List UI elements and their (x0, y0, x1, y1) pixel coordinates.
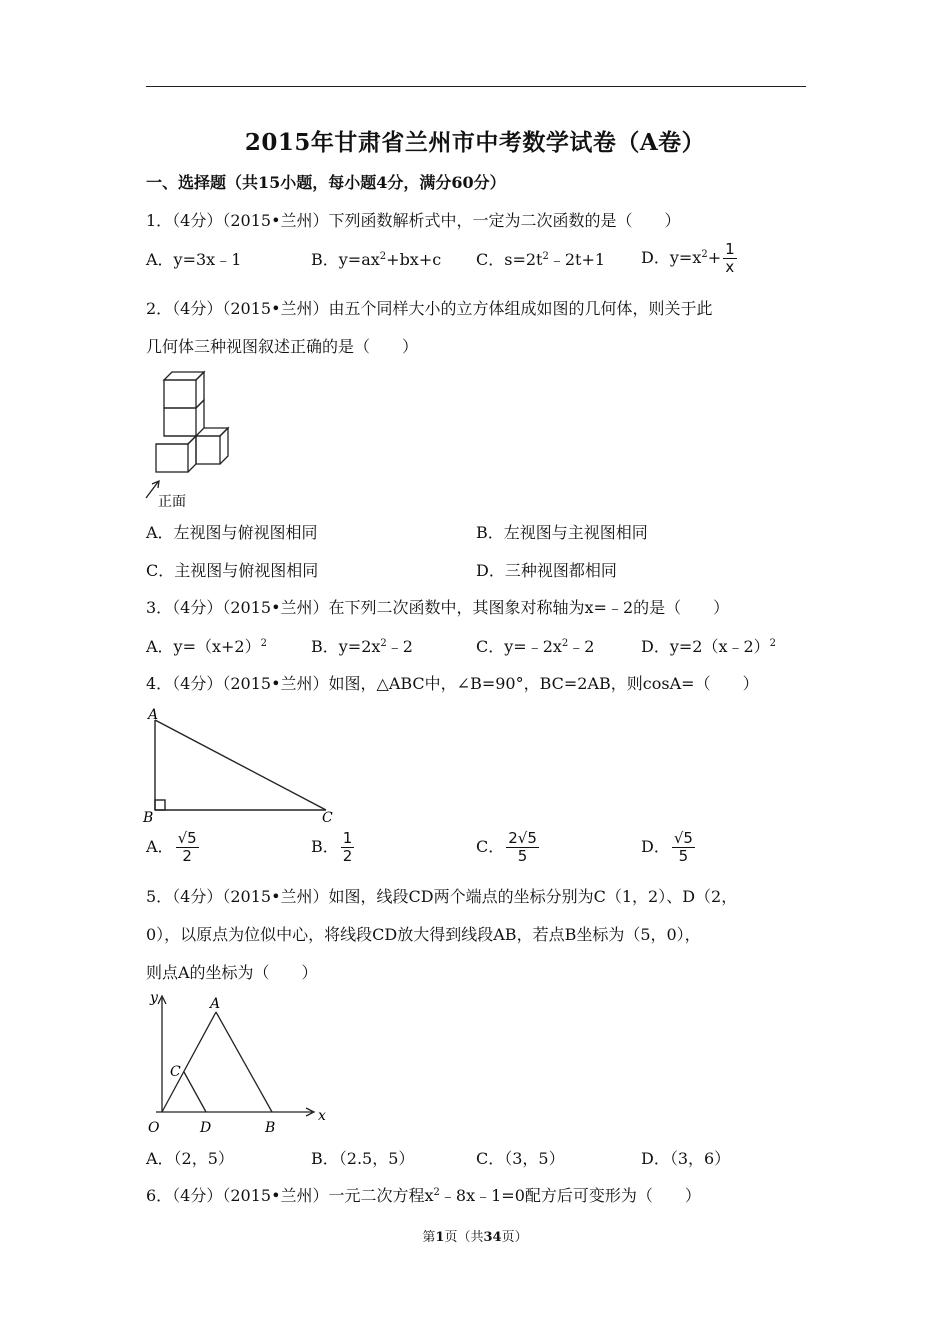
q2-option-a: A．左视图与俯视图相同 (146, 523, 318, 542)
q5-stem-line3: 则点A的坐标为（ ） (146, 963, 318, 982)
page-footer: 第1页（共34页） (422, 1230, 528, 1245)
q3-option-a: A．$y=(x+2)^2$ (146, 637, 267, 656)
q2-stem-line2: 几何体三种视图叙述正确的是（ ） (146, 337, 419, 356)
vertex-a-label: A (148, 707, 159, 723)
point-d-label: D (200, 1120, 212, 1136)
q5-option-d: D．（3，6） (641, 1149, 731, 1168)
q1-d-fraction: $\frac{1}{x}$ (725, 240, 735, 276)
point-c-label: C (170, 1064, 181, 1080)
q4-triangle-figure (140, 704, 350, 828)
q4-option-a: A． $\frac{√5}{2}$ (146, 829, 197, 865)
x-axis-label: x (318, 1108, 326, 1124)
q3-option-c: C．$y=﹣2x^2﹣2$ (476, 637, 595, 656)
point-b-label: B (265, 1120, 276, 1136)
q4-d-fraction: $\frac{√5}{5}$ (673, 829, 693, 865)
q4-option-d: D． $\frac{√5}{5}$ (641, 829, 693, 865)
q1-option-b: B．$y=ax^2+bx+c$ (311, 250, 442, 269)
cube-right-front (196, 436, 220, 464)
q2-option-d: D．三种视图都相同 (476, 561, 617, 580)
cube-bottom-front (156, 444, 188, 472)
q5-stem-line1: 5．（4分）（2015•兰州）如图，线段CD两个端点的坐标分别为C（1，2）、D（2， (146, 887, 738, 906)
vertex-b-label: B (143, 810, 154, 826)
q1-stem: 1．（4分）（2015•兰州）下列函数解析式中，一定为二次函数的是（ ） (146, 211, 681, 230)
page-title: 2015年甘肃省兰州市中考数学试卷（A卷） (244, 129, 706, 156)
q1-option-c: C．$s=2t^2﹣2t+1$ (476, 250, 606, 269)
q4-a-fraction: $\frac{√5}{2}$ (177, 829, 197, 865)
vertex-c-label: C (322, 810, 333, 826)
y-axis-label: y (150, 990, 158, 1006)
q2-cubes-figure (140, 368, 250, 514)
cube-upper-side (196, 372, 204, 408)
q4-b-fraction: $\frac{1}{2}$ (342, 829, 353, 865)
front-arrow (146, 482, 158, 498)
origin-label: O (148, 1120, 160, 1136)
q5-option-b: B．（2.5，5） (311, 1149, 415, 1168)
cube-bottom-side (188, 436, 196, 472)
cube-right-side (220, 428, 228, 464)
q1-option-d: D．$y=x^2+$ $\frac{1}{x}$ (641, 240, 735, 276)
q1-option-a: A．y=3x﹣1 (146, 250, 242, 269)
q5-stem-line2: 0），以原点为位似中心，将线段CD放大得到线段AB，若点B坐标为（5，0）， (146, 925, 701, 944)
segment-cd (184, 1072, 206, 1112)
q3-option-b: B．$y=2x^2﹣2$ (311, 637, 413, 656)
header-rule (146, 86, 806, 87)
q2-stem-line1: 2．（4分）（2015•兰州）由五个同样大小的立方体组成如图的几何体，则关于此 (146, 299, 713, 318)
q4-stem: 4．（4分）（2015•兰州）如图，△ABC中，∠B=90°，BC=2AB，则cosA=（ ） (146, 674, 759, 693)
q5-coordinate-figure (140, 986, 340, 1138)
q2-option-b: B．左视图与主视图相同 (476, 523, 648, 542)
segment-oa (162, 1012, 216, 1112)
section-heading: 一、选择题（共15小题，每小题4分，满分60分） (146, 173, 506, 192)
q3-stem: 3．（4分）（2015•兰州）在下列二次函数中，其图象对称轴为x=﹣2的是（ ） (146, 598, 730, 617)
segment-ab (216, 1012, 272, 1112)
cube-middle-front (164, 408, 196, 436)
point-a-label: A (210, 996, 221, 1012)
q5-option-a: A．（2，5） (146, 1149, 234, 1168)
q2-option-c: C．主视图与俯视图相同 (146, 561, 319, 580)
q5-option-c: C．（3，5） (476, 1149, 565, 1168)
q4-c-fraction: $\frac{2√5}{5}$ (508, 829, 537, 865)
q6-stem: 6．（4分）（2015•兰州）一元二次方程$x^2﹣8x﹣1=0$配方后可变形为（ ） (146, 1186, 701, 1205)
side-ac (155, 720, 326, 810)
q4-option-b: B． $\frac{1}{2}$ (311, 829, 353, 865)
right-angle-mark (155, 800, 165, 810)
q4-option-c: C． $\frac{2√5}{5}$ (476, 829, 537, 865)
cube-upper-front (164, 380, 196, 408)
front-label: 正面 (158, 494, 186, 510)
cube-middle-side (196, 400, 204, 436)
q3-option-d: D．y=2（x﹣2）$^2$ (641, 637, 777, 656)
